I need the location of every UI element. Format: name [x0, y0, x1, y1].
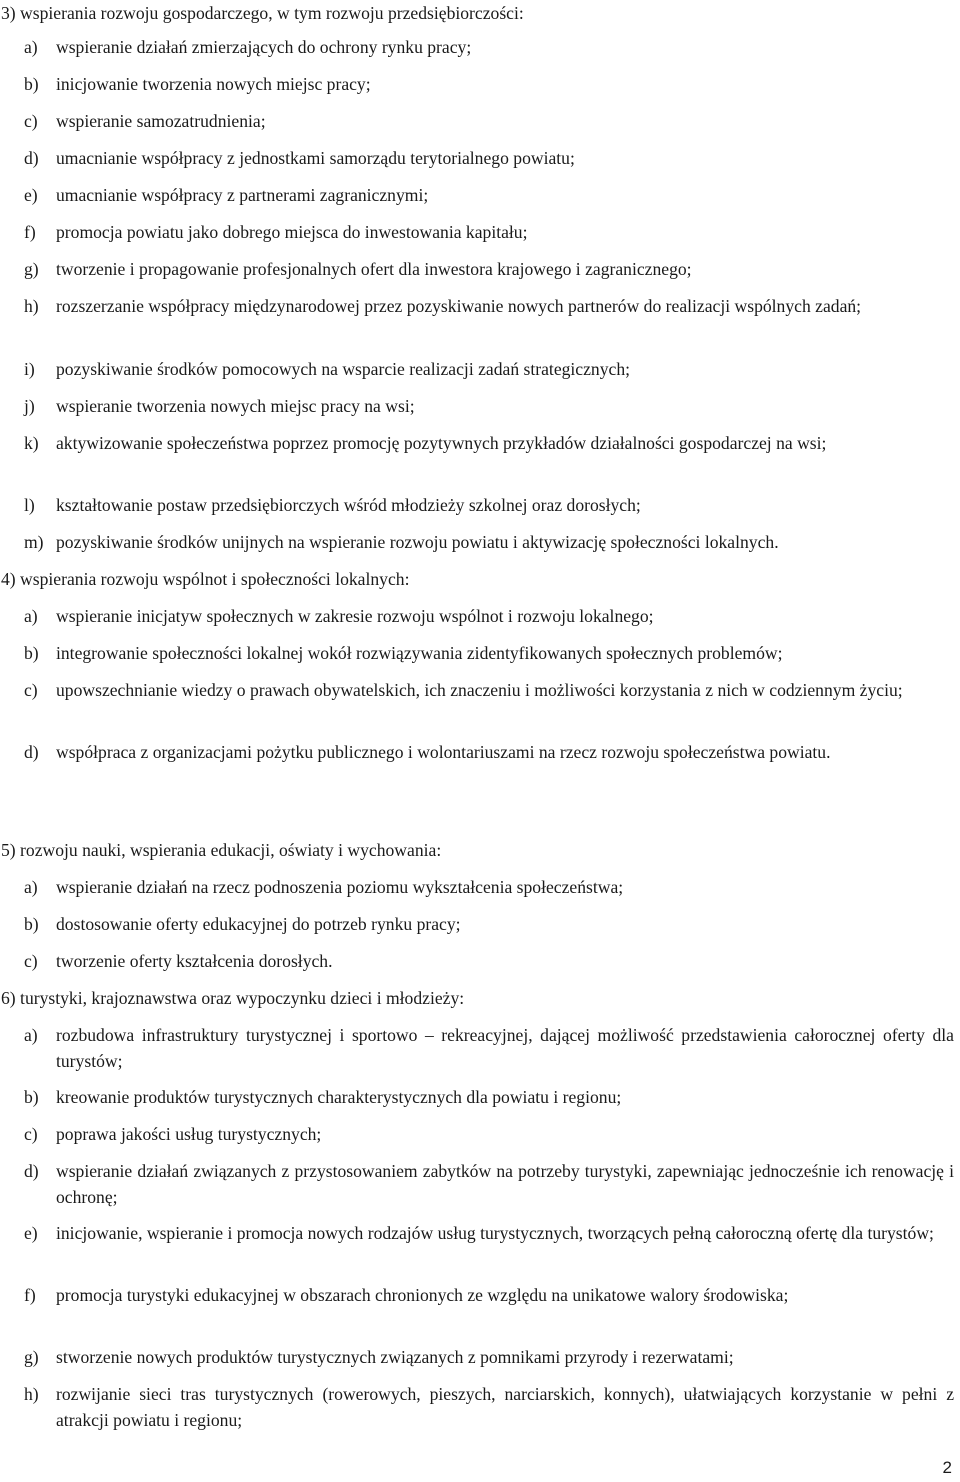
list-item: [24, 108, 954, 134]
item-text: umacnianie współpracy z partnerami zagranicznymi;: [56, 185, 429, 205]
item-label: a): [24, 877, 38, 897]
item-text: tworzenie i propagowanie profesjonalnych ofert dla inwestora krajowego i zagranicznego;: [56, 259, 692, 279]
list-item: [24, 219, 954, 245]
item-label: c): [24, 680, 38, 700]
item-text: pozyskiwanie środków pomocowych na wsparcie realizacji zadań strategicznych;: [56, 359, 631, 379]
item-label: b): [24, 1087, 39, 1107]
item-text: wspieranie działań na rzecz podnoszenia poziomu wykształcenia społeczeństwa;: [56, 877, 624, 897]
list-item: [24, 182, 954, 208]
item-text: rozszerzanie współpracy międzynarodowej przez pozyskiwanie nowych partnerów do realizacji wspólnych zadań;: [56, 296, 862, 316]
item-label: a): [24, 606, 38, 626]
list-item: [24, 739, 954, 765]
list-item: [24, 145, 954, 171]
item-label: g): [24, 1347, 39, 1367]
item-text: kreowanie produktów turystycznych charakterystycznych dla powiatu i regionu;: [56, 1087, 622, 1107]
item-text: integrowanie społeczności lokalnej wokół rozwiązywania zidentyfikowanych społecznych problemów;: [56, 643, 783, 663]
item-text: aktywizowanie społeczeństwa poprzez promocję pozytywnych przykładów działalności gospodarczej na wsi;: [56, 433, 827, 453]
list-item: [24, 603, 954, 629]
section-heading-4: 4) wspierania rozwoju wspólnot i społeczności lokalnych:: [1, 569, 410, 589]
list-item: [24, 430, 954, 456]
list-item: [24, 1121, 954, 1147]
list-item: [24, 34, 954, 60]
item-label: l): [24, 495, 35, 515]
item-label: c): [24, 951, 38, 971]
item-label: h): [24, 1384, 39, 1404]
item-text: wspieranie działań związanych z przystosowaniem zabytków na potrzeby turystyki, zapewniając jednocześnie ich renowację i ochronę;: [56, 1161, 954, 1207]
item-label: b): [24, 914, 39, 934]
list-item: [24, 1381, 954, 1433]
item-label: e): [24, 1223, 38, 1243]
item-text: umacnianie współpracy z jednostkami samorządu terytorialnego powiatu;: [56, 148, 575, 168]
item-label: j): [24, 396, 35, 416]
list-item: [24, 293, 954, 319]
item-text: wspieranie tworzenia nowych miejsc pracy na wsi;: [56, 396, 415, 416]
item-text: pozyskiwanie środków unijnych na wspieranie rozwoju powiatu i aktywizację społeczności lokalnych.: [56, 532, 779, 552]
list-item: [24, 677, 954, 703]
item-label: c): [24, 111, 38, 131]
item-text: upowszechnianie wiedzy o prawach obywatelskich, ich znaczeniu i możliwości korzystania z nich w codziennym życiu;: [56, 680, 903, 700]
item-label: b): [24, 74, 39, 94]
item-text: wspieranie inicjatyw społecznych w zakresie rozwoju wspólnot i rozwoju lokalnego;: [56, 606, 654, 626]
item-label: e): [24, 185, 38, 205]
list-item: [24, 1282, 954, 1308]
item-label: d): [24, 148, 39, 168]
item-text: współpraca z organizacjami pożytku publicznego i wolontariuszami na rzecz rozwoju społeczeństwa powiatu.: [56, 742, 831, 762]
list-item: [24, 640, 954, 666]
item-text: promocja turystyki edukacyjnej w obszarach chronionych ze względu na unikatowe walory środowiska;: [56, 1285, 789, 1305]
item-text: stworzenie nowych produktów turystycznych związanych z pomnikami przyrody i rezerwatami;: [56, 1347, 734, 1367]
item-label: a): [24, 37, 38, 57]
list-item: [24, 356, 954, 382]
item-label: d): [24, 742, 39, 762]
list-item: [24, 1084, 954, 1110]
list-item: [24, 492, 954, 518]
item-label: b): [24, 643, 39, 663]
item-label: h): [24, 296, 39, 316]
item-text: rozbudowa infrastruktury turystycznej i sportowo – rekreacyjnej, dającej możliwość przedstawienia całorocznej oferty dla turystów;: [56, 1025, 954, 1071]
item-text: poprawa jakości usług turystycznych;: [56, 1124, 322, 1144]
item-text: wspieranie samozatrudnienia;: [56, 111, 266, 131]
page-number: 2: [942, 1458, 952, 1477]
item-label: k): [24, 433, 39, 453]
list-item: [24, 948, 954, 974]
item-label: i): [24, 359, 35, 379]
section-heading-5: 5) rozwoju nauki, wspierania edukacji, oświaty i wychowania:: [1, 840, 442, 860]
list-item: [24, 529, 954, 555]
list-item: [24, 256, 954, 282]
item-label: c): [24, 1124, 38, 1144]
item-label: f): [24, 222, 36, 242]
list-item: [24, 1158, 954, 1210]
item-text: tworzenie oferty kształcenia dorosłych.: [56, 951, 333, 971]
item-label: d): [24, 1161, 39, 1181]
section-heading-6: 6) turystyki, krajoznawstwa oraz wypoczynku dzieci i młodzieży:: [1, 988, 465, 1008]
list-item: [24, 393, 954, 419]
item-label: m): [24, 532, 44, 552]
list-item: [24, 71, 954, 97]
list-item: [24, 1022, 954, 1074]
list-item: [24, 1220, 954, 1246]
item-text: inicjowanie tworzenia nowych miejsc pracy;: [56, 74, 371, 94]
item-label: g): [24, 259, 39, 279]
list-item: [24, 1344, 954, 1370]
item-label: a): [24, 1025, 38, 1045]
item-label: f): [24, 1285, 36, 1305]
list-item: [24, 874, 954, 900]
item-text: inicjowanie, wspieranie i promocja nowych rodzajów usług turystycznych, tworzących pełną całoroczną ofertę dla turystów;: [56, 1223, 934, 1243]
section-heading-3: 3) wspierania rozwoju gospodarczego, w tym rozwoju przedsiębiorczości:: [1, 3, 524, 23]
item-text: kształtowanie postaw przedsiębiorczych wśród młodzieży szkolnej oraz dorosłych;: [56, 495, 641, 515]
item-text: rozwijanie sieci tras turystycznych (rowerowych, pieszych, narciarskich, konnych), ułatwiających korzystanie w pełni z atrakcji powiatu i regionu;: [56, 1384, 954, 1430]
list-item: [24, 911, 954, 937]
item-text: promocja powiatu jako dobrego miejsca do inwestowania kapitału;: [56, 222, 528, 242]
item-text: dostosowanie oferty edukacyjnej do potrzeb rynku pracy;: [56, 914, 461, 934]
item-text: wspieranie działań zmierzających do ochrony rynku pracy;: [56, 37, 472, 57]
